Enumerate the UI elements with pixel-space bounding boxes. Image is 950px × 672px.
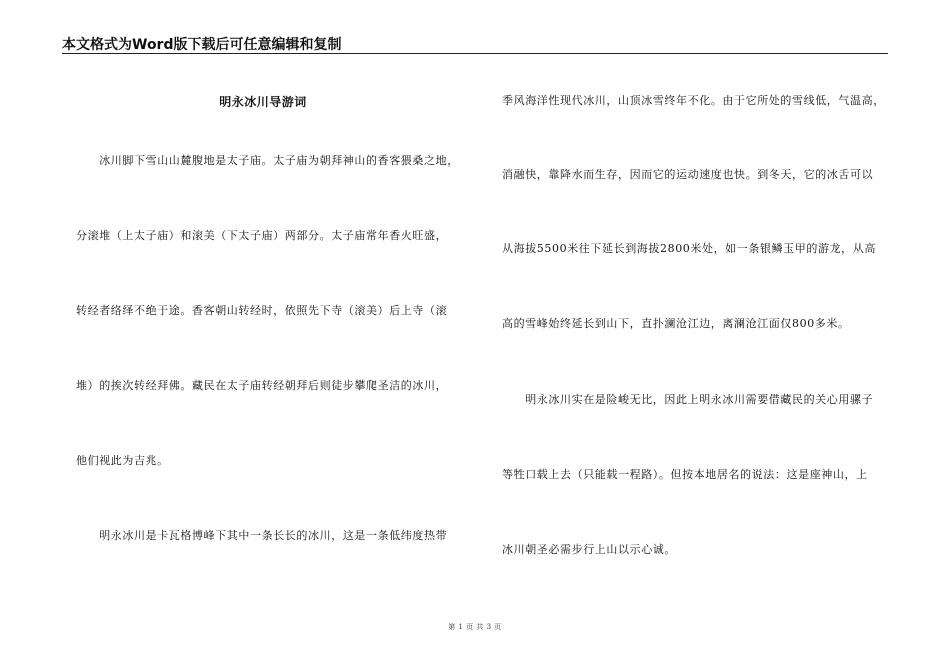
page-number: 第 1 页 共 3 页 — [448, 623, 502, 631]
body-line: 从海拔5500米往下延长到海拔2800米处，如一条银鳞玉甲的游龙，从高 — [502, 242, 876, 255]
body-line: 他们视此为吉兆。 — [76, 454, 169, 467]
document-header: 本文格式为Word版下载后可任意编辑和复制 — [62, 37, 342, 53]
body-line: 高的雪峰始终延长到山下，直扑澜沧江边，离澜沧江面仅800多米。 — [502, 317, 850, 330]
body-line: 冰川脚下雪山山麓腹地是太子庙。太子庙为朝拜神山的香客猥桑之地， — [76, 154, 459, 167]
body-line: 明永冰川实在是险峻无比，因此上明永冰川需要借藏民的关心用骡子 — [502, 393, 874, 406]
header-divider — [62, 53, 888, 54]
body-line: 明永冰川是卡瓦格博峰下其中一条长长的冰川，这是一条低纬度热带 — [76, 529, 448, 542]
body-line: 分滚堆（上太子庙）和滚美（下太子庙）两部分。太子庙常年香火旺盛， — [76, 229, 448, 242]
body-line: 季风海洋性现代冰川，山顶冰雪终年不化。由于它所处的雪线低，气温高， — [502, 94, 885, 107]
document-title: 明永冰川导游词 — [219, 95, 307, 109]
body-line: 冰川朝圣必需步行上山以示心诚。 — [502, 543, 676, 556]
body-line: 消融快，靠降水而生存，因而它的运动速度也快。到冬天，它的冰舌可以 — [502, 168, 874, 181]
body-line: 等牲口载上去（只能载一程路）。但按本地居名的说法：这是座神山，上 — [502, 468, 868, 481]
body-line: 转经者络绎不绝于途。香客朝山转经时，依照先下寺（滚美）后上寺（滚 — [76, 304, 448, 317]
body-line: 堆）的挨次转经拜佛。藏民在太子庙转经朝拜后则徒步攀爬圣洁的冰川， — [76, 379, 448, 392]
